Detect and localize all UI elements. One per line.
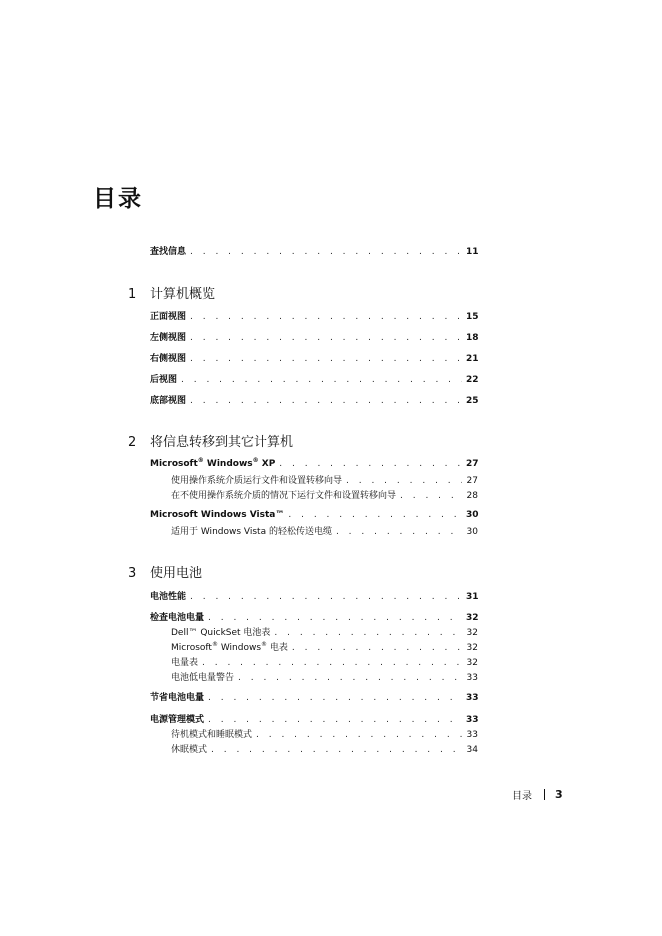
toc-page-number: 33 bbox=[466, 673, 478, 683]
toc-subentry[interactable] bbox=[171, 670, 478, 684]
toc-subentry[interactable] bbox=[171, 488, 478, 502]
toc-entry-label: 节省电池电量 bbox=[150, 693, 205, 703]
toc-entry-label: 适用于 Windows Vista 的轻松传送电缆 bbox=[171, 527, 332, 537]
toc-entry-label: 电池低电量警告 bbox=[171, 673, 235, 683]
dot-leader bbox=[256, 730, 462, 741]
toc-subentry[interactable] bbox=[171, 742, 478, 756]
toc-page-number: 32 bbox=[466, 613, 479, 623]
dot-leader bbox=[208, 613, 462, 624]
toc-entry[interactable] bbox=[150, 712, 478, 726]
toc-entry-label: 后视图 bbox=[150, 375, 178, 385]
toc-page-number: 32 bbox=[466, 643, 478, 653]
toc-entry-label: 电池性能 bbox=[150, 592, 187, 602]
toc-entry-label: Microsoft® Windows® 电表 bbox=[171, 641, 288, 653]
dot-leader bbox=[202, 658, 462, 669]
footer-divider bbox=[544, 789, 545, 800]
toc-page-number: 11 bbox=[466, 247, 479, 257]
toc-entry-label: 待机模式和睡眠模式 bbox=[171, 730, 253, 740]
toc-entry-label: Microsoft® Windows® XP bbox=[150, 457, 276, 469]
toc-entry-label: 底部视图 bbox=[150, 396, 187, 406]
dot-leader bbox=[336, 527, 462, 538]
toc-entry[interactable] bbox=[150, 372, 478, 386]
dot-leader bbox=[288, 510, 462, 521]
chapter-title: 计算机概览 bbox=[150, 287, 216, 302]
toc-entry-label: 左侧视图 bbox=[150, 333, 187, 343]
toc-entry-label: 使用操作系统介质运行文件和设置转移向导 bbox=[171, 476, 343, 486]
toc-entry[interactable] bbox=[150, 589, 478, 603]
toc-page-number: 27 bbox=[466, 459, 479, 469]
toc-entry-label: 右侧视图 bbox=[150, 354, 187, 364]
page-title: 目录 bbox=[93, 186, 143, 212]
toc-entry-label: 休眠模式 bbox=[171, 745, 208, 755]
chapter-heading-2[interactable] bbox=[128, 433, 293, 451]
dot-leader bbox=[181, 375, 462, 386]
dot-leader bbox=[190, 312, 462, 323]
dot-leader bbox=[346, 476, 462, 487]
toc-subentry[interactable] bbox=[171, 640, 478, 654]
dot-leader bbox=[211, 745, 462, 756]
chapter-heading-1[interactable] bbox=[128, 285, 215, 303]
toc-entry-label: 正面视图 bbox=[150, 312, 187, 322]
toc-page-number: 22 bbox=[466, 375, 479, 385]
toc-page-number: 21 bbox=[466, 354, 479, 364]
dot-leader bbox=[208, 693, 462, 704]
toc-page-number: 18 bbox=[466, 333, 479, 343]
toc-page-number: 30 bbox=[466, 527, 478, 537]
toc-page-number: 30 bbox=[466, 510, 479, 520]
registered-mark: ® bbox=[211, 641, 218, 648]
toc-entry-label: 电源管理模式 bbox=[150, 715, 205, 725]
toc-subentry[interactable] bbox=[171, 625, 478, 639]
toc-page-number: 32 bbox=[466, 658, 478, 668]
dot-leader bbox=[190, 396, 462, 407]
toc-entry[interactable] bbox=[150, 610, 478, 624]
toc-subentry[interactable] bbox=[171, 473, 478, 487]
toc-subentry[interactable] bbox=[171, 727, 478, 741]
toc-page-number: 31 bbox=[466, 592, 479, 602]
toc-entry[interactable] bbox=[150, 393, 478, 407]
dot-leader bbox=[238, 673, 462, 684]
toc-page-number: 15 bbox=[466, 312, 479, 322]
registered-mark: ® bbox=[252, 457, 259, 464]
registered-mark: ® bbox=[261, 641, 268, 648]
toc-entry-label: Dell™ QuickSet 电池表 bbox=[171, 628, 271, 638]
chapter-number: 1 bbox=[128, 287, 137, 302]
page-footer bbox=[512, 787, 563, 802]
toc-entry[interactable] bbox=[150, 330, 478, 344]
toc-entry[interactable] bbox=[150, 456, 478, 470]
footer-section-label: 目录 bbox=[512, 791, 532, 802]
toc-entry[interactable] bbox=[150, 351, 478, 365]
toc-entry[interactable] bbox=[150, 309, 478, 323]
toc-page-number: 34 bbox=[466, 745, 478, 755]
toc-entry-label: 检查电池电量 bbox=[150, 613, 205, 623]
dot-leader bbox=[190, 247, 462, 258]
toc-entry[interactable] bbox=[150, 507, 478, 521]
chapter-number: 3 bbox=[128, 566, 137, 581]
dot-leader bbox=[274, 628, 462, 639]
toc-page-number: 25 bbox=[466, 396, 479, 406]
chapter-number: 2 bbox=[128, 435, 137, 450]
toc-page-number: 32 bbox=[466, 628, 478, 638]
registered-mark: ® bbox=[197, 457, 204, 464]
toc-entry-label: 电量表 bbox=[171, 658, 199, 668]
dot-leader bbox=[190, 333, 462, 344]
dot-leader bbox=[190, 592, 462, 603]
dot-leader bbox=[279, 459, 462, 470]
toc-page-number: 27 bbox=[466, 476, 478, 486]
dot-leader bbox=[190, 354, 462, 365]
toc-page-number: 33 bbox=[466, 730, 478, 740]
toc-subentry[interactable] bbox=[171, 655, 478, 669]
dot-leader bbox=[400, 491, 462, 502]
footer-page-number: 3 bbox=[555, 788, 563, 801]
toc-subentry[interactable] bbox=[171, 524, 478, 538]
chapter-title: 将信息转移到其它计算机 bbox=[150, 435, 294, 450]
dot-leader bbox=[292, 643, 462, 654]
toc-entry-label: 在不使用操作系统介质的情况下运行文件和设置转移向导 bbox=[171, 491, 397, 501]
chapter-title: 使用电池 bbox=[150, 566, 203, 581]
toc-page-number: 33 bbox=[466, 715, 479, 725]
toc-entry[interactable] bbox=[150, 690, 478, 704]
dot-leader bbox=[208, 715, 462, 726]
toc-page-number: 28 bbox=[466, 491, 478, 501]
chapter-heading-3[interactable] bbox=[128, 564, 202, 582]
toc-entry-label: Microsoft Windows Vista™ bbox=[150, 510, 285, 520]
toc-entry-label: 查找信息 bbox=[150, 247, 187, 257]
toc-page-number: 33 bbox=[466, 693, 479, 703]
toc-entry-find-info[interactable] bbox=[150, 244, 478, 258]
